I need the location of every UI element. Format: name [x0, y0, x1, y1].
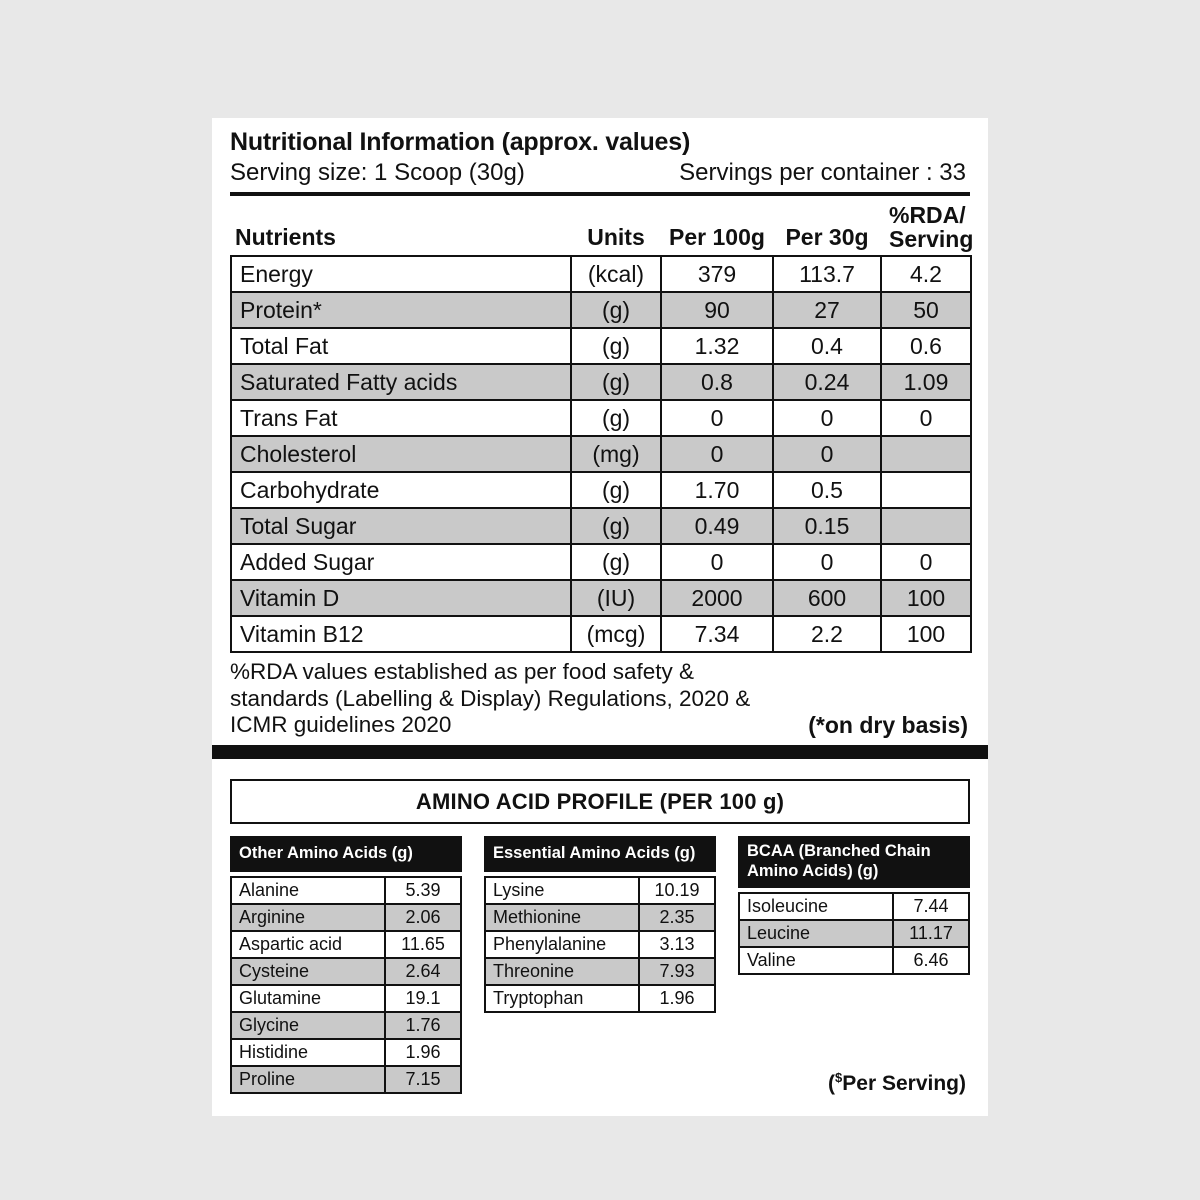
header-rda-line2: Serving: [889, 226, 974, 253]
nutrient-rda: 1.09: [881, 364, 971, 400]
amino-acid-value: 6.46: [893, 947, 969, 974]
nutrient-name: Vitamin D: [231, 580, 571, 616]
nutrient-rda: 0.6: [881, 328, 971, 364]
nutrient-rda: [881, 508, 971, 544]
nutrient-name: Protein*: [231, 292, 571, 328]
amino-acid-name: Tryptophan: [485, 985, 639, 1012]
nutrition-table: [230, 203, 972, 653]
amino-acid-value: 3.13: [639, 931, 715, 958]
header-nutrients: Nutrients: [235, 224, 336, 251]
amino-acid-name: Histidine: [231, 1039, 385, 1066]
nutrient-per-30g: 0.24: [773, 364, 881, 400]
header-per-30g: Per 30g: [785, 224, 869, 251]
nutrient-per-30g: 113.7: [773, 256, 881, 292]
nutritional-information-panel: [212, 118, 988, 767]
nutrient-name: Vitamin B12: [231, 616, 571, 652]
nutrient-per-100g: 0.8: [661, 364, 773, 400]
table-row: [231, 1066, 461, 1093]
table-row: [231, 436, 971, 472]
amino-acid-name: Aspartic acid: [231, 931, 385, 958]
amino-table: [484, 876, 716, 1013]
servings-per-container: Servings per container : 33: [679, 159, 966, 186]
amino-acid-name: Glutamine: [231, 985, 385, 1012]
nutrient-per-30g: 0.4: [773, 328, 881, 364]
amino-acid-name: Lysine: [485, 877, 639, 904]
amino-acid-name: Arginine: [231, 904, 385, 931]
amino-acid-value: 19.1: [385, 985, 461, 1012]
amino-acid-value: 11.17: [893, 920, 969, 947]
amino-acid-name: Proline: [231, 1066, 385, 1093]
amino-acid-value: 7.93: [639, 958, 715, 985]
amino-columns: [230, 836, 970, 1094]
table-row: [485, 931, 715, 958]
per-serving-note: ($Per Serving): [828, 1069, 966, 1095]
amino-acid-name: Phenylalanine: [485, 931, 639, 958]
amino-acid-name: Alanine: [231, 877, 385, 904]
nutrient-per-30g: 0: [773, 436, 881, 472]
nutrient-per-30g: 600: [773, 580, 881, 616]
amino-acid-name: Isoleucine: [739, 893, 893, 920]
table-row: [485, 985, 715, 1012]
amino-acid-value: 2.35: [639, 904, 715, 931]
amino-acid-profile-panel: [212, 767, 988, 1116]
page-title: Nutritional Information (approx. values): [230, 128, 691, 156]
table-row: [485, 958, 715, 985]
table-row: [231, 985, 461, 1012]
nutrient-per-100g: 7.34: [661, 616, 773, 652]
nutrient-rda: 0: [881, 544, 971, 580]
nutrient-name: Cholesterol: [231, 436, 571, 472]
header-rda-line1: %RDA/: [889, 202, 966, 228]
table-row: [231, 877, 461, 904]
nutrient-name: Total Fat: [231, 328, 571, 364]
nutrient-rda: 100: [881, 616, 971, 652]
table-row: [231, 292, 971, 328]
amino-profile-title: AMINO ACID PROFILE (PER 100 g): [230, 779, 970, 824]
table-row: [739, 920, 969, 947]
nutrient-per-100g: 0: [661, 400, 773, 436]
amino-acid-value: 2.06: [385, 904, 461, 931]
table-row: [231, 256, 971, 292]
nutrient-unit: (g): [571, 544, 661, 580]
amino-acid-name: Threonine: [485, 958, 639, 985]
nutrient-per-100g: 0: [661, 544, 773, 580]
nutrient-rda: 4.2: [881, 256, 971, 292]
amino-acid-value: 5.39: [385, 877, 461, 904]
nutrient-unit: (mcg): [571, 616, 661, 652]
table-row: [231, 472, 971, 508]
nutrient-per-100g: 0.49: [661, 508, 773, 544]
nutrient-per-100g: 0: [661, 436, 773, 472]
nutrient-rda: [881, 436, 971, 472]
amino-acid-value: 1.96: [385, 1039, 461, 1066]
nutrient-unit: (g): [571, 508, 661, 544]
amino-acid-name: Cysteine: [231, 958, 385, 985]
nutrient-per-30g: 0.5: [773, 472, 881, 508]
nutrient-unit: (IU): [571, 580, 661, 616]
rda-footnote: %RDA values established as per food safety & standards (Labelling & Display) Regulations, 2020 & ICMR guidelines 2020: [230, 659, 751, 738]
amino-table: [738, 892, 970, 975]
table-row: [231, 328, 971, 364]
nutrient-rda: 100: [881, 580, 971, 616]
table-row: [231, 544, 971, 580]
amino-acid-value: 1.76: [385, 1012, 461, 1039]
amino-acid-name: Glycine: [231, 1012, 385, 1039]
table-row: [739, 947, 969, 974]
amino-column: [230, 836, 462, 1094]
amino-acid-name: Methionine: [485, 904, 639, 931]
nutrition-label: [212, 118, 988, 1116]
serving-summary: [230, 159, 970, 196]
nutrient-per-100g: 1.32: [661, 328, 773, 364]
nutrient-unit: (g): [571, 364, 661, 400]
per-serving-text: Per Serving): [842, 1071, 966, 1095]
table-row: [231, 400, 971, 436]
nutrient-unit: (g): [571, 400, 661, 436]
serving-size: Serving size: 1 Scoop (30g): [230, 159, 525, 186]
header-units: Units: [587, 224, 645, 251]
nutrient-per-30g: 0: [773, 544, 881, 580]
amino-column: [484, 836, 716, 1013]
section-divider: [212, 745, 988, 759]
amino-acid-value: 10.19: [639, 877, 715, 904]
nutrient-per-100g: 379: [661, 256, 773, 292]
table-row: [485, 877, 715, 904]
nutrient-rda: 0: [881, 400, 971, 436]
nutrient-name: Carbohydrate: [231, 472, 571, 508]
amino-acid-name: Leucine: [739, 920, 893, 947]
nutrient-rda: 50: [881, 292, 971, 328]
nutrient-name: Added Sugar: [231, 544, 571, 580]
amino-column: [738, 836, 970, 975]
amino-acid-value: 11.65: [385, 931, 461, 958]
footnote-row: [230, 659, 970, 745]
nutrient-per-30g: 27: [773, 292, 881, 328]
amino-column-heading: Essential Amino Acids (g): [484, 836, 716, 872]
nutrient-unit: (g): [571, 328, 661, 364]
nutrient-name: Trans Fat: [231, 400, 571, 436]
nutrient-per-30g: 2.2: [773, 616, 881, 652]
amino-column-heading: Other Amino Acids (g): [230, 836, 462, 872]
amino-table: [230, 876, 462, 1094]
nutrient-name: Saturated Fatty acids: [231, 364, 571, 400]
header-per-100g: Per 100g: [669, 224, 765, 251]
nutrient-unit: (g): [571, 292, 661, 328]
table-row: [231, 958, 461, 985]
nutrient-per-100g: 1.70: [661, 472, 773, 508]
table-row: [231, 931, 461, 958]
table-row: [485, 904, 715, 931]
per-serving-superscript: $: [835, 1069, 843, 1085]
nutrient-name: Total Sugar: [231, 508, 571, 544]
nutrient-unit: (kcal): [571, 256, 661, 292]
header-rda-serving: [881, 202, 974, 256]
nutrient-name: Energy: [231, 256, 571, 292]
amino-acid-value: 2.64: [385, 958, 461, 985]
nutrient-per-30g: 0.15: [773, 508, 881, 544]
nutrient-unit: (g): [571, 472, 661, 508]
nutrient-per-100g: 90: [661, 292, 773, 328]
table-row: [231, 1012, 461, 1039]
amino-acid-value: 7.44: [893, 893, 969, 920]
dry-basis-note: (*on dry basis): [808, 711, 968, 738]
nutrient-rda: [881, 472, 971, 508]
table-row: [739, 893, 969, 920]
table-row: [231, 580, 971, 616]
amino-column-heading: BCAA (Branched Chain Amino Acids) (g): [738, 836, 970, 888]
nutrient-unit: (mg): [571, 436, 661, 472]
table-row: [231, 616, 971, 652]
amino-acid-value: 7.15: [385, 1066, 461, 1093]
table-row: [231, 1039, 461, 1066]
nutrient-per-100g: 2000: [661, 580, 773, 616]
nutrient-per-30g: 0: [773, 400, 881, 436]
table-row: [231, 508, 971, 544]
amino-acid-value: 1.96: [639, 985, 715, 1012]
table-row: [231, 364, 971, 400]
amino-acid-name: Valine: [739, 947, 893, 974]
table-row: [231, 904, 461, 931]
table-header-row: [231, 203, 971, 256]
